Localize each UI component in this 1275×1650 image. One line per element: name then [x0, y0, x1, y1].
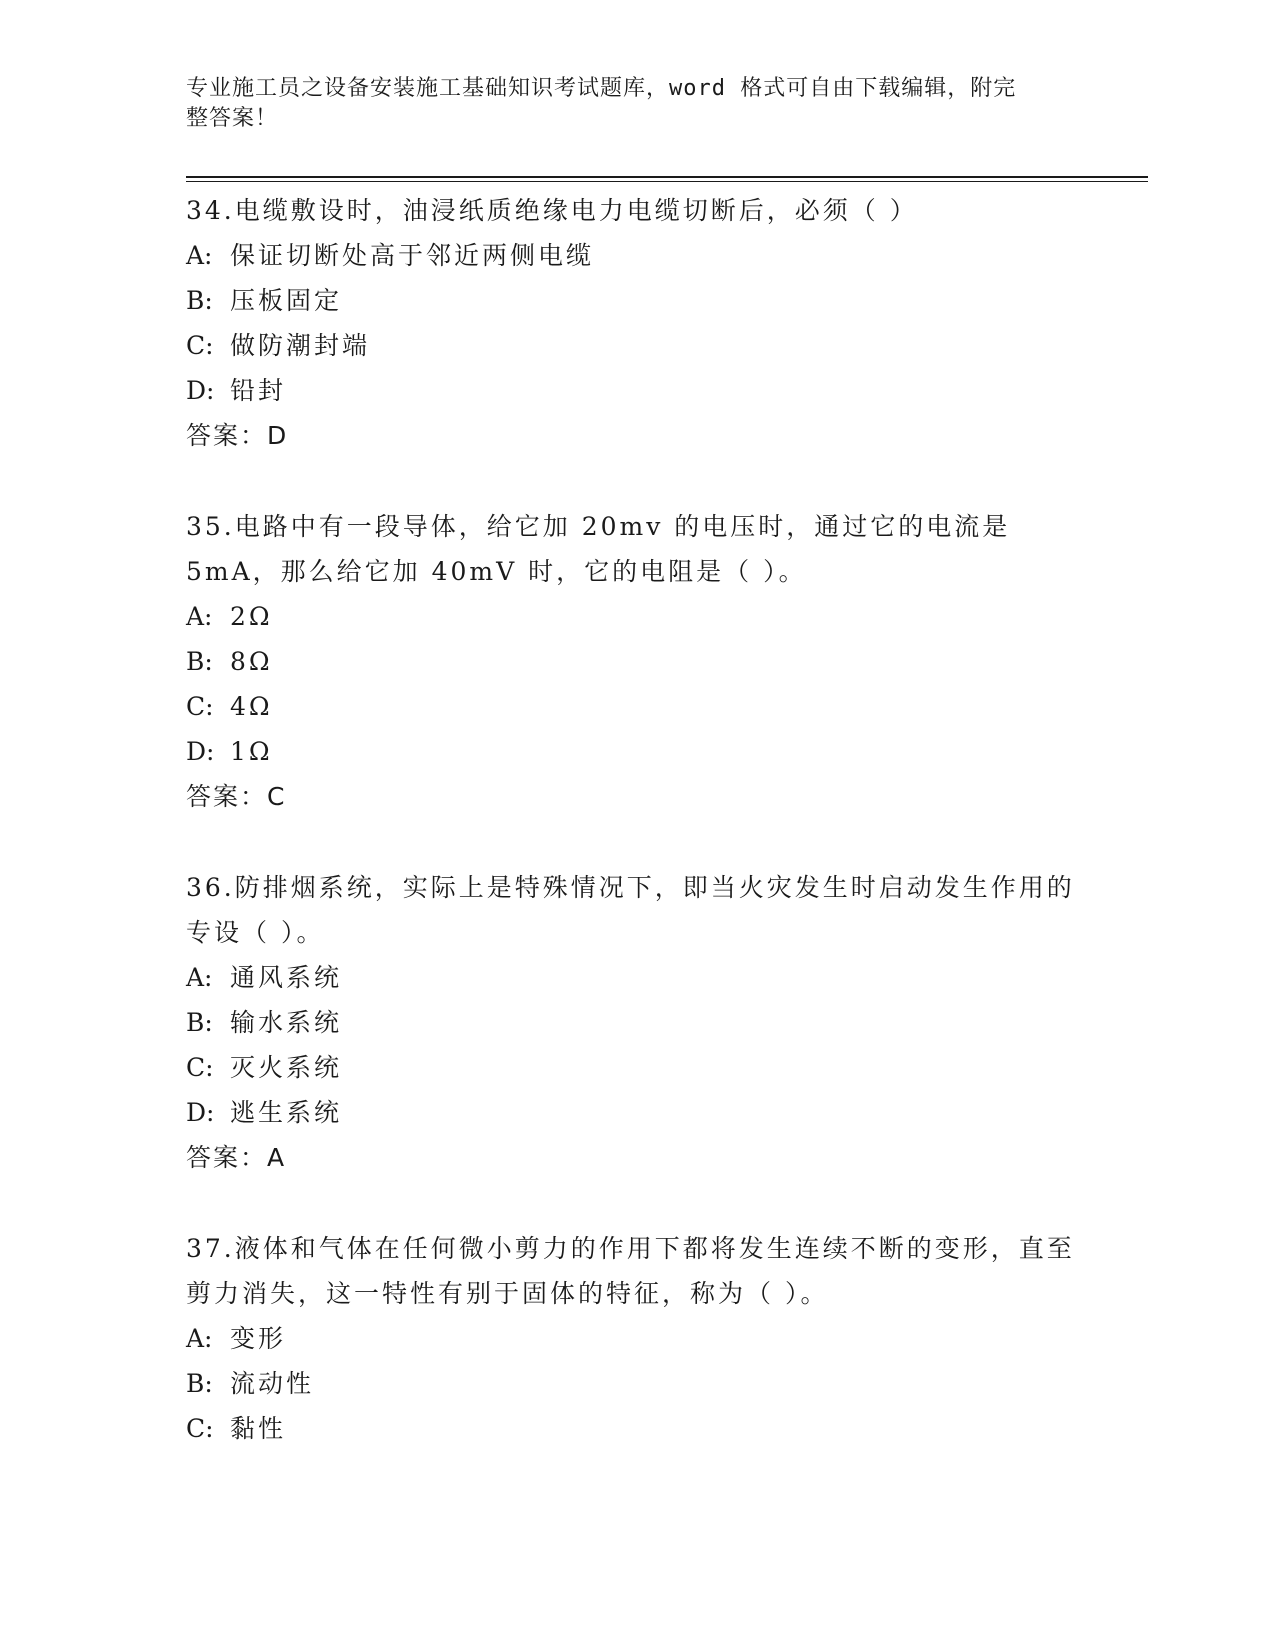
option-text: 铅封 — [230, 376, 287, 405]
option-text: 流动性 — [230, 1369, 315, 1398]
option-letter: B: — [186, 286, 213, 315]
question-list — [186, 188, 1086, 1497]
option-text: 压板固定 — [230, 286, 343, 315]
option-text: 变形 — [230, 1324, 287, 1353]
option-d — [186, 368, 1086, 413]
option-text: 输水系统 — [230, 1008, 343, 1037]
option-b — [186, 1361, 1086, 1406]
option-a — [186, 955, 1086, 1000]
option-text: 保证切断处高于邻近两侧电缆 — [230, 241, 595, 270]
option-c — [186, 1045, 1086, 1090]
option-a — [186, 233, 1086, 278]
option-letter: D: — [186, 376, 215, 405]
option-text: 黏性 — [230, 1414, 287, 1443]
option-letter: C: — [186, 1414, 214, 1443]
question-37 — [186, 1226, 1086, 1451]
option-text: 4Ω — [230, 692, 273, 721]
question-35 — [186, 504, 1086, 819]
header-line-1: 专业施工员之设备安装施工基础知识考试题库，word 格式可自由下载编辑，附完 — [186, 76, 1017, 101]
option-b — [186, 1000, 1086, 1045]
option-letter: B: — [186, 1369, 213, 1398]
option-letter: B: — [186, 647, 213, 676]
option-letter: D: — [186, 1098, 215, 1127]
option-text: 1Ω — [230, 737, 273, 766]
option-text: 2Ω — [230, 602, 273, 631]
question-stem: 36.防排烟系统，实际上是特殊情况下，即当火灾发生时启动发生作用的专设（ ）。 — [186, 873, 1075, 947]
option-letter: A: — [186, 602, 213, 631]
header-line-2: 整答案！ — [186, 106, 279, 131]
option-letter: B: — [186, 1008, 213, 1037]
option-b — [186, 278, 1086, 323]
option-text: 逃生系统 — [230, 1098, 343, 1127]
option-text: 通风系统 — [230, 963, 343, 992]
answer-text: 答案：A — [186, 1143, 287, 1172]
option-c — [186, 1406, 1086, 1451]
document-header — [186, 74, 1066, 134]
question-34 — [186, 188, 1086, 458]
option-b — [186, 639, 1086, 684]
header-divider-thick — [186, 176, 1148, 178]
answer-text: 答案：D — [186, 421, 289, 450]
question-36 — [186, 865, 1086, 1180]
option-d — [186, 1090, 1086, 1135]
option-c — [186, 684, 1086, 729]
question-stem: 37.液体和气体在任何微小剪力的作用下都将发生连续不断的变形，直至剪力消失，这一特性有别于固体的特征，称为（ ）。 — [186, 1234, 1075, 1308]
option-letter: D: — [186, 737, 215, 766]
answer-text: 答案：C — [186, 782, 287, 811]
header-divider-thin — [186, 181, 1148, 182]
option-letter: C: — [186, 331, 214, 360]
option-c — [186, 323, 1086, 368]
option-text: 8Ω — [230, 647, 273, 676]
option-letter: A: — [186, 963, 213, 992]
question-stem: 35.电路中有一段导体，给它加 20mv 的电压时，通过它的电流是 5mA，那么给它加 40mV 时，它的电阻是（ ）。 — [186, 512, 1011, 586]
question-stem: 34.电缆敷设时，油浸纸质绝缘电力电缆切断后，必须（ ） — [186, 196, 918, 225]
option-text: 灭火系统 — [230, 1053, 343, 1082]
option-letter: C: — [186, 692, 214, 721]
option-letter: A: — [186, 1324, 213, 1353]
option-letter: C: — [186, 1053, 214, 1082]
option-letter: A: — [186, 241, 213, 270]
option-a — [186, 1316, 1086, 1361]
option-text: 做防潮封端 — [230, 331, 371, 360]
option-a — [186, 594, 1086, 639]
option-d — [186, 729, 1086, 774]
